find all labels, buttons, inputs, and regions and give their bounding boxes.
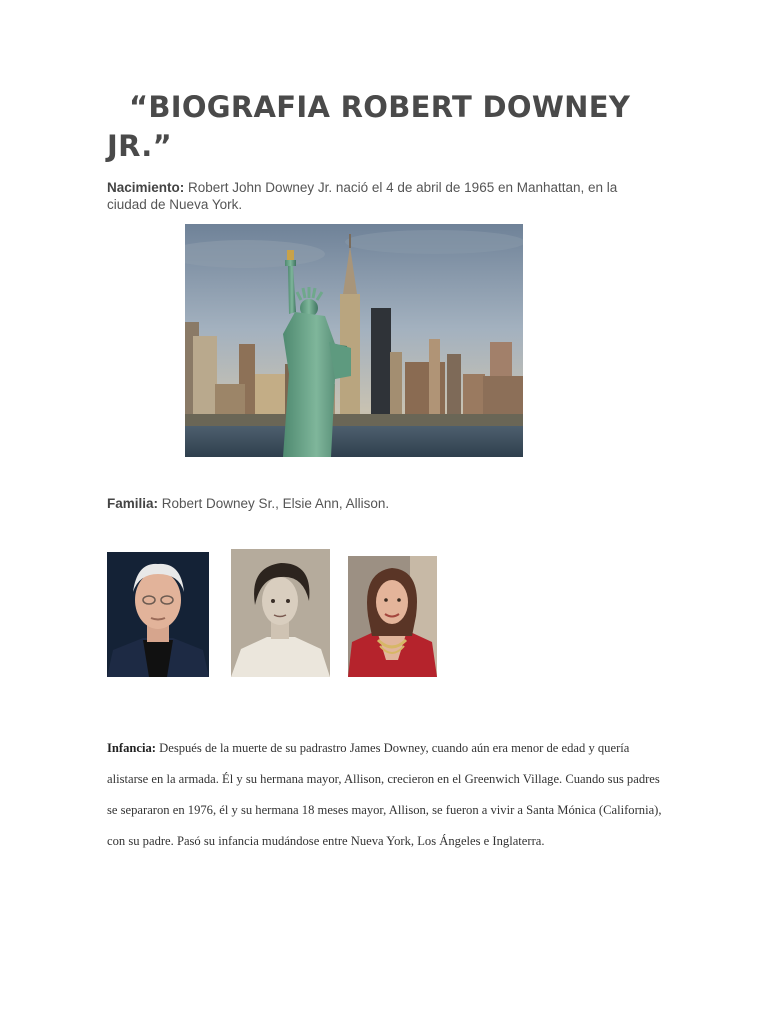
- birth-label: Nacimiento:: [107, 180, 185, 195]
- title-line-2: JR.”: [107, 129, 172, 163]
- birth-paragraph: [107, 179, 659, 213]
- robert-downey-sr-photo: [107, 552, 209, 677]
- family-text: Robert Downey Sr., Elsie Ann, Allison.: [158, 496, 390, 511]
- elsie-ann-photo: [231, 549, 330, 677]
- statue-of-liberty-skyline-photo: [185, 224, 523, 457]
- childhood-text: Después de la muerte de su padrastro James Downey, cuando aún era menor de edad y quería alistarse en la armada. Él y su hermana mayor, Allison, crecieron en el Greenwich Village. Cuando sus padres se separaron en 1976, él y su hermana 18 meses mayor, Allison, se fueron a vivir a Santa Mónica (California), con su padre. Pasó su infancia mudándose entre Nueva York, Los Ángeles e Inglaterra.: [107, 741, 662, 848]
- childhood-label: Infancia:: [107, 741, 156, 755]
- family-paragraph: [107, 495, 659, 512]
- allison-photo: [348, 556, 437, 677]
- title-line-1: “BIOGRAFIA ROBERT DOWNEY: [129, 90, 631, 124]
- childhood-paragraph: [107, 733, 663, 857]
- family-label: Familia:: [107, 496, 159, 511]
- birth-text: Robert John Downey Jr. nació el 4 de abril de 1965 en Manhattan, en la ciudad de Nueva York.: [107, 180, 618, 212]
- document-title: [107, 88, 667, 166]
